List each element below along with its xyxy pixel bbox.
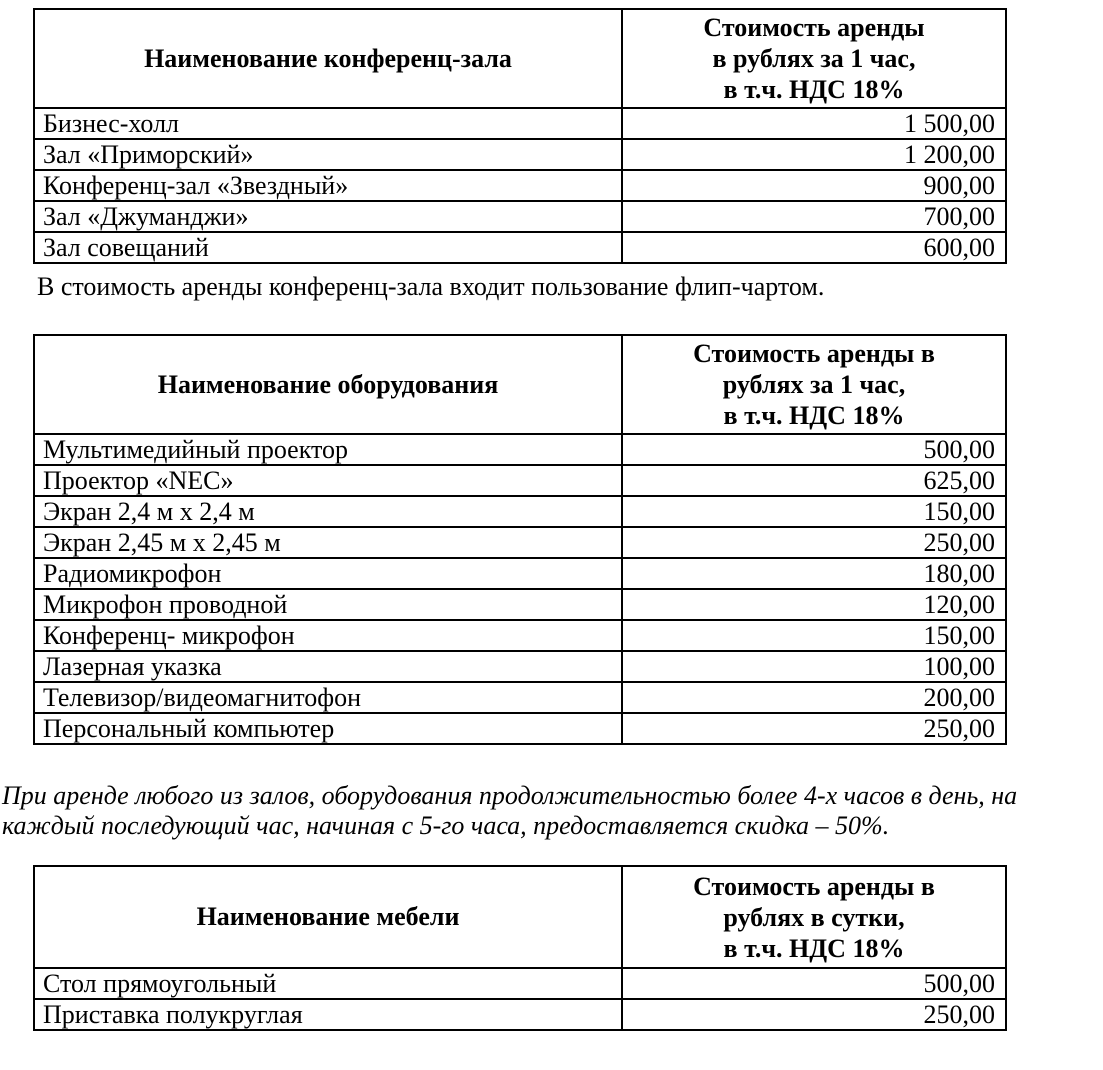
table-row bbox=[34, 682, 1006, 713]
hall-price-cell: 900,00 bbox=[622, 170, 1006, 201]
table-row bbox=[34, 558, 1006, 589]
table-row bbox=[34, 651, 1006, 682]
equipment-price-cell: 500,00 bbox=[622, 434, 1006, 465]
table-header-row bbox=[34, 335, 1006, 434]
equipment-price-cell: 120,00 bbox=[622, 589, 1006, 620]
halls-name-header: Наименование конференц-зала bbox=[34, 9, 622, 108]
hall-name-cell: Зал «Приморский» bbox=[34, 139, 622, 170]
conference-halls-table bbox=[33, 8, 1007, 264]
table-row bbox=[34, 968, 1006, 999]
discount-note bbox=[2, 781, 1103, 841]
price-header-line: Стоимость аренды в bbox=[693, 339, 935, 368]
equipment-table bbox=[33, 334, 1007, 745]
equipment-name-cell: Конференц- микрофон bbox=[34, 620, 622, 651]
table-row bbox=[34, 108, 1006, 139]
equipment-name-cell: Экран 2,45 м х 2,45 м bbox=[34, 527, 622, 558]
equipment-price-cell: 180,00 bbox=[622, 558, 1006, 589]
hall-price-cell: 600,00 bbox=[622, 232, 1006, 263]
equipment-name-cell: Проектор «NEC» bbox=[34, 465, 622, 496]
furniture-table bbox=[33, 865, 1007, 1031]
flipchart-note: В стоимость аренды конференц-зала входит пользование флип-чартом. bbox=[37, 272, 825, 301]
table-row bbox=[34, 232, 1006, 263]
equipment-price-cell: 625,00 bbox=[622, 465, 1006, 496]
equipment-price-cell: 100,00 bbox=[622, 651, 1006, 682]
table-row bbox=[34, 201, 1006, 232]
furniture-price-cell: 250,00 bbox=[622, 999, 1006, 1030]
furniture-price-cell: 500,00 bbox=[622, 968, 1006, 999]
hall-name-cell: Зал «Джуманджи» bbox=[34, 201, 622, 232]
equipment-price-cell: 150,00 bbox=[622, 620, 1006, 651]
table-row bbox=[34, 139, 1006, 170]
table-row bbox=[34, 713, 1006, 744]
equipment-price-cell: 200,00 bbox=[622, 682, 1006, 713]
furniture-name-cell: Приставка полукруглая bbox=[34, 999, 622, 1030]
price-header-line: в рублях за 1 час, bbox=[712, 44, 916, 73]
table-row bbox=[34, 434, 1006, 465]
price-header-line: в т.ч. НДС 18% bbox=[723, 75, 905, 104]
discount-note-line: каждый последующий час, начиная с 5-го часа, предоставляется скидка – 50%. bbox=[2, 811, 890, 840]
hall-name-cell: Зал совещаний bbox=[34, 232, 622, 263]
price-header-line: Стоимость аренды в bbox=[693, 871, 935, 901]
price-header-line: в т.ч. НДС 18% bbox=[723, 933, 905, 963]
equipment-name-cell: Микрофон проводной bbox=[34, 589, 622, 620]
table-row bbox=[34, 620, 1006, 651]
price-header-line: рублях за 1 час, bbox=[722, 370, 906, 399]
price-header-line: в т.ч. НДС 18% bbox=[723, 401, 905, 430]
table-row bbox=[34, 527, 1006, 558]
equipment-name-cell: Экран 2,4 м х 2,4 м bbox=[34, 496, 622, 527]
equipment-name-cell: Персональный компьютер bbox=[34, 713, 622, 744]
equipment-name-cell: Лазерная указка bbox=[34, 651, 622, 682]
equipment-name-header: Наименование оборудования bbox=[34, 335, 622, 434]
table-row bbox=[34, 465, 1006, 496]
table-header-row bbox=[34, 9, 1006, 108]
equipment-name-cell: Телевизор/видеомагнитофон bbox=[34, 682, 622, 713]
hall-price-cell: 1 500,00 bbox=[622, 108, 1006, 139]
hall-name-cell: Конференц-зал «Звездный» bbox=[34, 170, 622, 201]
hall-name-cell: Бизнес-холл bbox=[34, 108, 622, 139]
halls-price-header bbox=[622, 9, 1006, 108]
equipment-price-cell: 250,00 bbox=[622, 527, 1006, 558]
table-row bbox=[34, 999, 1006, 1030]
equipment-price-cell: 250,00 bbox=[622, 713, 1006, 744]
furniture-name-cell: Стол прямоугольный bbox=[34, 968, 622, 999]
price-header-line: рублях в сутки, bbox=[723, 902, 905, 932]
discount-note-line: При аренде любого из залов, оборудования продолжительностью более 4-х часов в день, на bbox=[2, 781, 1018, 810]
table-header-row bbox=[34, 866, 1006, 968]
equipment-name-cell: Радиомикрофон bbox=[34, 558, 622, 589]
table-row bbox=[34, 589, 1006, 620]
equipment-name-cell: Мультимедийный проектор bbox=[34, 434, 622, 465]
price-header-line: Стоимость аренды bbox=[703, 13, 925, 42]
hall-price-cell: 1 200,00 bbox=[622, 139, 1006, 170]
table-row bbox=[34, 496, 1006, 527]
equipment-price-cell: 150,00 bbox=[622, 496, 1006, 527]
table-row bbox=[34, 170, 1006, 201]
furniture-name-header: Наименование мебели bbox=[34, 866, 622, 968]
hall-price-cell: 700,00 bbox=[622, 201, 1006, 232]
equipment-price-header bbox=[622, 335, 1006, 434]
furniture-price-header bbox=[622, 866, 1006, 968]
